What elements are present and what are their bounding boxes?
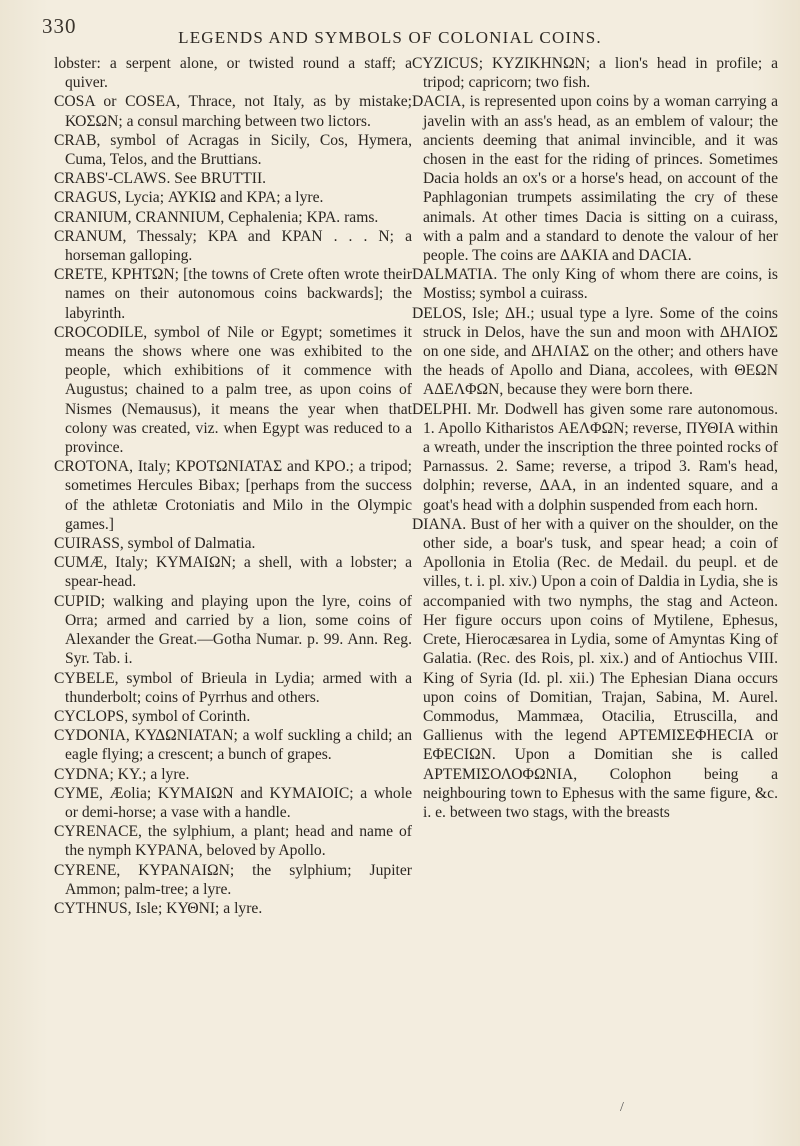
- entry: CYTHNUS, Isle; ΚΥΘΝΙ; a lyre.: [54, 899, 263, 917]
- entry: DIANA. Bust of her with a quiver on the shoulder, on the other side, a boar's tusk, and spear head; a coin of Apollonia in Etolia (Rec. de Medail. du peupl. et de villes, t. i. pl. xiv.) Upon a coin of Daldia in Lydia, she is accompanied with two nymphs, the stag and Acteon. Her figure occurs upon coins of Mytilene, Ephesus, Crete, Hierocæsarea in Lydia, some of Amyntas King of Galatia. (Rec. des Rois, pl. xix.) and of Antiochus VIII. King of Syria (Id. pl. xii.) The Ephesian Diana occurs upon coins of Domitian, Trajan, Sabina, M. Aurel. Commodus, Mammæa, Otacilia, Etruscilla, and Gallienus with the legend ΑΡΤΕΜΙΣΕΦΗΕCΙΑ or ΕΦΕCΙΩΝ. Upon a Domitian she is called ΑΡΤΕΜΙΣΟΛΟΦΩΝΙΑ, Colophon being a neighbouring town to Ephesus with the same figure, &c. i. e. between two stags, with the breasts: [412, 515, 778, 821]
- entry: CRAGUS, Lycia; ΑΥΚΙΩ and ΚΡΑ; a lyre.: [54, 189, 324, 207]
- entry: DALMATIA. The only King of whom there are coins, is Mostiss; symbol a cuirass.: [412, 266, 778, 303]
- entry: CRANIUM, CRANNIUM, Cephalenia; ΚΡΑ. rams.: [54, 208, 379, 226]
- entry: CRABS'-CLAWS. See BRUTTII.: [54, 170, 267, 188]
- entry: CYRENE, ΚΥΡΑΝΑΙΩΝ; the sylphium; Jupiter Ammon; palm-tree; a lyre.: [54, 861, 412, 898]
- entry: CRANUM, Thessaly; ΚΡΑ and ΚΡΑΝ . . . Ν; a horseman galloping.: [54, 227, 412, 265]
- entry: CYRENACE, the sylphium, a plant; head and name of the nymph ΚΥΡΑΝΑ, beloved by Apollo.: [54, 823, 412, 860]
- page-number: 330: [42, 14, 77, 38]
- entry: CYME, Æolia; ΚΥΜΑΙΩΝ and ΚΥΜΑΙΟΙC; a whole or demi-horse; a vase with a handle.: [54, 784, 412, 821]
- entry: CYBELE, symbol of Brieula in Lydia; armed with a thunderbolt; coins of Pyrrhus and others.: [54, 669, 412, 706]
- entry: DELOS, Isle; ΔΗ.; usual type a lyre. Some of the coins struck in Delos, have the sun and moon with ΔΗΛΙΟΣ on one side, and ΔΗΛΙΑΣ on the other; and others have the heads of Apollo and Diana, accolees, with ΘΕΩΝ ΑΔΕΛΦΩΝ, because they were born there.: [412, 304, 778, 399]
- entry: CRETE, ΚΡΗΤΩΝ; [the towns of Crete often wrote their names on their autonomous coins backwards]; the labyrinth.: [54, 266, 412, 322]
- closing-mark: /: [620, 1100, 624, 1115]
- entry: CRAB, symbol of Acragas in Sicily, Cos, Hymera, Cuma, Telos, and the Bruttians.: [54, 131, 412, 169]
- right-column: [412, 54, 778, 822]
- entry: CYDNA; ΚΥ.; a lyre.: [54, 765, 190, 783]
- entry: CYDONIA, ΚΥΔΩΝΙΑΤΑΝ; a wolf suckling a child; an eagle flying; a crescent; a bunch of grapes.: [54, 727, 412, 764]
- entry: CROCODILE, symbol of Nile or Egypt; sometimes it means the shows where one was exhibited to the people, which exhibitions of it commence with Augustus; chained to a palm tree, as upon coins of Nismes (Nemausus), it means the year when that colony was created, viz. when Egypt was reduced to a province.: [54, 323, 412, 457]
- entry: CYZICUS; ΚΥΖΙΚΗΝΩΝ; a lion's head in profile; a tripod; capricorn; two fish.: [412, 55, 778, 92]
- entry: CROTONA, Italy; ΚΡΟΤΩΝΙΑΤΑΣ and ΚΡΟ.; a tripod; sometimes Hercules Bibax; [perhaps from the success of the athletæ Crotoniatis and Milo in the Olympic games.]: [54, 458, 412, 533]
- entry: COSA or COSEA, Thrace, not Italy, as by mistake; ΚΟΣΩΝ; a consul marching between two lictors.: [54, 93, 412, 130]
- entry: CUMÆ, Italy; ΚΥΜΑΙΩΝ; a shell, with a lobster; a spear-head.: [54, 554, 412, 591]
- entry: lobster: a serpent alone, or twisted round a staff; a quiver.: [54, 55, 412, 92]
- running-head: LEGENDS AND SYMBOLS OF COLONIAL COINS.: [178, 28, 602, 47]
- left-column: [54, 54, 412, 918]
- entry: CUPID; walking and playing upon the lyre, coins of Orra; armed and carried by a lion, some coins of Alexander the Great.—Gotha Numar. p. 99. Ann. Reg. Syr. Tab. i.: [54, 592, 412, 668]
- entry: CYCLOPS, symbol of Corinth.: [54, 707, 251, 725]
- entry: DACIA, is represented upon coins by a woman carrying a javelin with an ass's head, as an emblem of valour; the ancients deeming that animal invincible, and it was chosen in the east for the riding of princes. Sometimes Dacia holds an ox's or a horse's head, on account of the Paphlagonian trumpets assimilating the cry of these animals. At other times Dacia is sitting on a cuirass, with a palm and a standard to denote the valour of her people. The coins are ΔΑΚΙΑ and DACIA.: [412, 93, 778, 265]
- entry: CUIRASS, symbol of Dalmatia.: [54, 535, 256, 553]
- entry: DELPHI. Mr. Dodwell has given some rare autonomous. 1. Apollo Kitharistos ΑΕΛΦΩΝ; reverse, ΠΥΘΙΑ within a wreath, under the inscription the three pointed rocks of Parnassus. 2. Same; reverse, a tripod 3. Ram's head, dolphin; reverse, ΔΑΑ, in an indented square, and a goat's head with a dolphin suspended from each horn.: [412, 400, 778, 514]
